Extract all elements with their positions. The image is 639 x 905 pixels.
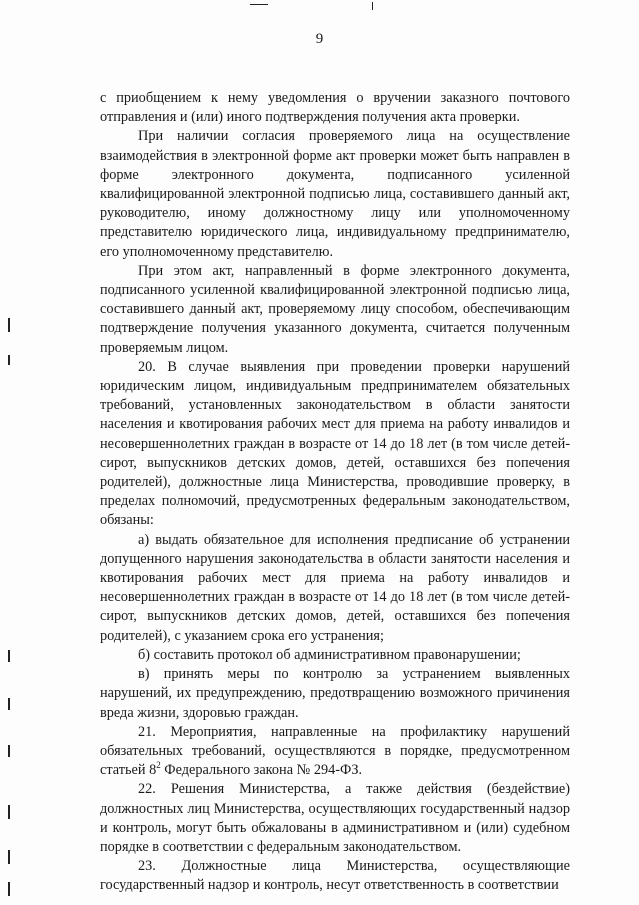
paragraph-item-22: 22. Решения Министерства, а также действия (бездействие) должностных лиц Министерства, осуществляющих государственный надзор и контроль, могут быть обжалованы в административном и (или) судебном порядке в соответствии с федеральным законодательством.	[100, 781, 570, 855]
scan-mark	[8, 698, 10, 710]
subparagraph-b: б) составить протокол об административном правонарушении;	[138, 646, 521, 663]
paragraph-1: с приобщением к нему уведомления о вручении заказного почтового отправления и (или) иного подтверждения получения акта проверки.	[100, 90, 570, 126]
item-21-tail: Федерального закона № 294-ФЗ.	[160, 762, 363, 779]
document-body	[100, 89, 570, 896]
scan-mark	[8, 850, 10, 864]
page-number: 9	[315, 31, 324, 47]
scan-mark	[8, 745, 10, 757]
subparagraph-v: в) принять меры по контролю за устранением выявленных нарушений, их предупреждению, предотвращению возможного причинения вреда жизни, здоровью граждан.	[100, 666, 570, 721]
paragraph-item-23: 23. Должностные лица Министерства, осуществляющие государственный надзор и контроль, несут ответственность в соответствии	[100, 858, 570, 894]
scan-mark	[8, 882, 10, 896]
subparagraph-a: а) выдать обязательное для исполнения предписание об устранении допущенного нарушения законодательства в области занятости населения и квотирования рабочих мест для приема на работу инвалидов и несовершеннолетних граждан в возрасте от 14 до 18 лет (в том числе детей-сирот, выпускников детских домов, детей, оставшихся без попечения родителей), с указанием срока его устранения;	[100, 531, 570, 644]
paragraph-item-21	[100, 723, 570, 781]
scan-mark	[8, 650, 10, 662]
scan-mark	[8, 805, 10, 819]
paragraph-3: При этом акт, направленный в форме электронного документа, подписанного усиленной квалифицированной электронной подписью лица, составившего данный акт, проверяемому лицу способом, обеспечивающим подтверждение получения указанного документа, считается полученным проверяемым лицом.	[100, 262, 570, 356]
paragraph-2: При наличии согласия проверяемого лица на осуществление взаимодействия в электронной форме акт проверки может быть направлен в форме электронного документа, подписанного усиленной квалифицированной электронной подписью лица, составившего данный акт, руководителю, иному должностному лицу или уполномоченному представителю юридического лица, индивидуальному предпринимателю, его уполномоченному представителю.	[100, 128, 570, 260]
scan-mark	[8, 318, 10, 332]
paragraph-item-20: 20. В случае выявления при проведении проверки нарушений юридическим лицом, индивидуальным предпринимателем обязательных требований, установленных законодательством в области занятости населения и квотирования рабочих мест для приема на работу инвалидов и несовершеннолетних граждан в возрасте от 14 до 18 лет (в том числе детей-сирот, выпускников детских домов, детей, оставшихся без попечения родителей), должностные лица Министерства, проводившие проверку, в пределах полномочий, предусмотренных федеральным законодательством, обязаны:	[100, 358, 570, 529]
scan-mark	[250, 4, 268, 5]
scan-mark	[372, 2, 373, 10]
scan-mark	[8, 355, 10, 365]
item-21-superscript: 2	[156, 760, 161, 771]
item-21-text: 21. Мероприятия, направленные на профилактику нарушений обязательных требований, осуществляются в порядке, предусмотренном статьей 8	[100, 723, 570, 779]
